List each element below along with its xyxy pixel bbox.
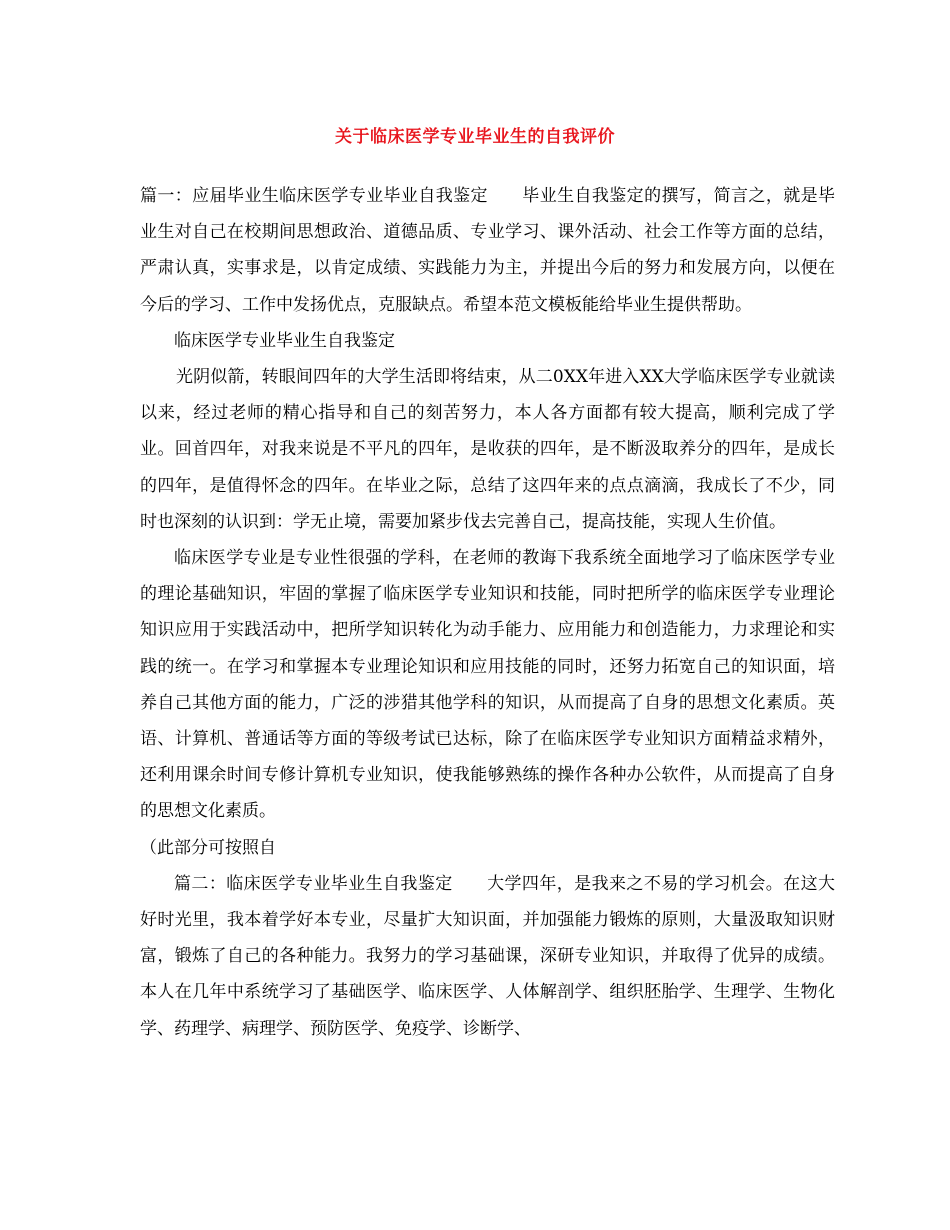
paragraph-6 <box>140 866 835 1047</box>
paragraph-3: 光阴似箭，转眼间四年的大学生活即将结束，从二0XX年进入XX大学临床医学专业就读以来，经过老师的精心指导和自己的刻苦努力，本人各方面都有较大提高，顺利完成了学业。回首四年，对我来说是不平凡的四年，是收获的四年，是不断汲取养分的四年，是成长的四年，是值得怀念的四年。在毕业之际，总结了这四年来的点点滴滴，我成长了不少，同时也深刻的认识到：学无止境，需要加紧步伐去完善自己，提高技能，实现人生价值。 <box>140 367 835 532</box>
document-title: 关于临床医学专业毕业生的自我评价 <box>335 127 615 147</box>
paragraph-2: 临床医学专业毕业生自我鉴定 <box>174 330 395 351</box>
paragraph-4: 临床医学专业是专业性很强的学科，在老师的教诲下我系统全面地学习了临床医学专业的理论基础知识，牢固的掌握了临床医学专业知识和技能，同时把所学的临床医学专业理论知识应用于实践活动中，把所学知识转化为动手能力、应用能力和创造能力，力求理论和实践的统一。在学习和掌握本专业理论知识和应用技能的同时，还努力拓宽自己的知识面，培养自己其他方面的能力，广泛的涉猎其他学科的知识，从而提高了自身的思想文化素质。英语、计算机、普通话等方面的等级考试已达标，除了在临床医学专业知识方面精益求精外，还利用课余时间专修计算机专业知识，使我能够熟练的操作各种办公软件，从而提高了自身的思想文化素质。 <box>140 548 835 822</box>
section-2-heading: 篇二：临床医学专业毕业生自我鉴定 <box>174 873 453 894</box>
paragraph-1-text: 毕业生自我鉴定的撰写，简言之，就是毕业生对自己在校期间思想政治、道德品质、专业学习、课外活动、社会工作等方面的总结，严肃认真，实事求是，以肯定成绩、实践能力为主，并提出今后的努力和发展方向，以便在今后的学习、工作中发扬优点，克服缺点。希望本范文模板能给毕业生提供帮助。 <box>140 186 836 315</box>
paragraph-5: （此部分可按照自 <box>140 837 276 858</box>
paragraph-1 <box>140 178 835 323</box>
document-body <box>140 178 835 1047</box>
paragraph-6-text: 大学四年，是我来之不易的学习机会。在这大好时光里，我本着学好本专业，尽量扩大知识面，并加强能力锻炼的原则，大量汲取知识财富，锻炼了自己的各种能力。我努力的学习基础课，深研专业知识，并取得了优异的成绩。本人在几年中系统学习了基础医学、临床医学、人体解剖学、组织胚胎学、生理学、生物化学、药理学、病理学、预防医学、免疫学、诊断学、 <box>140 873 836 1039</box>
section-1-heading: 篇一：应届毕业生临床医学专业毕业自我鉴定 <box>140 186 488 206</box>
